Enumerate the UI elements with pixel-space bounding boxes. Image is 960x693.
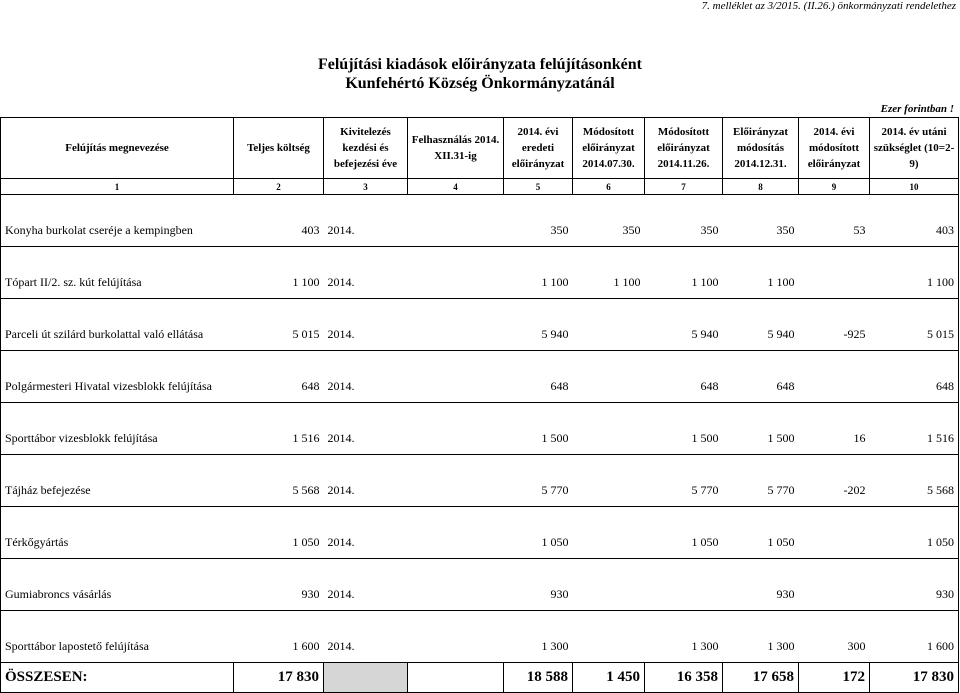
col-number: 10 <box>870 179 959 195</box>
col-header-name: Felújítás megnevezése <box>1 118 234 179</box>
row-modified <box>799 247 870 299</box>
row-total-cost: 930 <box>234 559 324 611</box>
row-modified <box>799 351 870 403</box>
total-original: 18 588 <box>504 663 573 693</box>
row-used <box>408 507 504 559</box>
row-change-1231: 1 300 <box>723 611 799 663</box>
row-total-cost: 1 600 <box>234 611 324 663</box>
row-mod-0730 <box>573 351 645 403</box>
row-need: 1 516 <box>870 403 959 455</box>
col-number: 1 <box>1 179 234 195</box>
total-mod-0730: 1 450 <box>573 663 645 693</box>
col-header-change-1231: Előirányzat módosítás 2014.12.31. <box>723 118 799 179</box>
row-original: 350 <box>504 195 573 247</box>
row-original: 1 100 <box>504 247 573 299</box>
row-used <box>408 195 504 247</box>
row-original: 5 770 <box>504 455 573 507</box>
col-number: 9 <box>799 179 870 195</box>
row-year: 2014. <box>324 559 408 611</box>
row-name: Gumiabroncs vásárlás <box>1 559 234 611</box>
row-modified: 300 <box>799 611 870 663</box>
row-total-cost: 1 516 <box>234 403 324 455</box>
row-change-1231: 1 100 <box>723 247 799 299</box>
row-year: 2014. <box>324 507 408 559</box>
row-total-cost: 1 100 <box>234 247 324 299</box>
col-header-original: 2014. évi eredeti előirányzat <box>504 118 573 179</box>
row-name: Konyha burkolat cseréje a kempingben <box>1 195 234 247</box>
row-used <box>408 559 504 611</box>
row-year: 2014. <box>324 351 408 403</box>
row-mod-0730: 1 100 <box>573 247 645 299</box>
row-mod-1126: 5 770 <box>645 455 723 507</box>
col-number: 4 <box>408 179 504 195</box>
row-used <box>408 611 504 663</box>
row-mod-1126: 350 <box>645 195 723 247</box>
row-original: 1 050 <box>504 507 573 559</box>
row-mod-0730 <box>573 403 645 455</box>
row-change-1231: 5 940 <box>723 299 799 351</box>
title-line-2: Kunfehértó Község Önkormányzatánál <box>345 75 615 92</box>
total-modified: 172 <box>799 663 870 693</box>
row-original: 1 300 <box>504 611 573 663</box>
row-mod-0730: 350 <box>573 195 645 247</box>
row-year: 2014. <box>324 611 408 663</box>
total-cost: 17 830 <box>234 663 324 693</box>
col-header-need: 2014. év utáni szükséglet (10=2-9) <box>870 118 959 179</box>
table-row <box>1 507 959 559</box>
row-modified: 53 <box>799 195 870 247</box>
title-line-1: Felújítási kiadások előirányzata felújításonként <box>317 56 642 73</box>
row-total-cost: 648 <box>234 351 324 403</box>
row-need: 403 <box>870 195 959 247</box>
row-change-1231: 1 500 <box>723 403 799 455</box>
table-row <box>1 299 959 351</box>
row-used <box>408 299 504 351</box>
row-mod-1126: 1 500 <box>645 403 723 455</box>
row-mod-0730 <box>573 455 645 507</box>
row-year: 2014. <box>324 455 408 507</box>
row-change-1231: 648 <box>723 351 799 403</box>
row-need: 1 600 <box>870 611 959 663</box>
col-header-total-cost: Teljes költség <box>234 118 324 179</box>
total-years <box>324 663 408 693</box>
col-header-used: Felhasználás 2014. XII.31-ig <box>408 118 504 179</box>
total-change-1231: 17 658 <box>723 663 799 693</box>
table-row <box>1 403 959 455</box>
table-row <box>1 247 959 299</box>
row-name: Tópart II/2. sz. kút felújítása <box>1 247 234 299</box>
row-total-cost: 5 568 <box>234 455 324 507</box>
row-need: 5 568 <box>870 455 959 507</box>
col-number: 8 <box>723 179 799 195</box>
row-need: 1 050 <box>870 507 959 559</box>
table-row <box>1 559 959 611</box>
row-name: Tájház befejezése <box>1 455 234 507</box>
row-mod-0730 <box>573 611 645 663</box>
col-number: 6 <box>573 179 645 195</box>
row-mod-0730 <box>573 507 645 559</box>
column-number-row <box>1 179 959 195</box>
row-total-cost: 403 <box>234 195 324 247</box>
header-row <box>1 118 959 179</box>
row-modified: 16 <box>799 403 870 455</box>
row-mod-1126: 1 100 <box>645 247 723 299</box>
row-mod-0730 <box>573 299 645 351</box>
row-need: 930 <box>870 559 959 611</box>
renovation-table <box>0 117 959 693</box>
col-header-mod-0730: Módosított előirányzat 2014.07.30. <box>573 118 645 179</box>
row-year: 2014. <box>324 247 408 299</box>
col-header-mod-1126: Módosított előirányzat 2014.11.26. <box>645 118 723 179</box>
row-used <box>408 351 504 403</box>
unit-note: Ezer forintban ! <box>880 103 954 115</box>
row-total-cost: 1 050 <box>234 507 324 559</box>
row-need: 5 015 <box>870 299 959 351</box>
row-need: 648 <box>870 351 959 403</box>
row-mod-1126: 1 300 <box>645 611 723 663</box>
row-used <box>408 455 504 507</box>
total-label: ÖSSZESEN: <box>1 663 234 693</box>
table-row <box>1 195 959 247</box>
row-name: Parceli út szilárd burkolattal való ellátása <box>1 299 234 351</box>
row-name: Sporttábor vizesblokk felújítása <box>1 403 234 455</box>
row-change-1231: 1 050 <box>723 507 799 559</box>
table-row <box>1 455 959 507</box>
col-number: 5 <box>504 179 573 195</box>
row-need: 1 100 <box>870 247 959 299</box>
col-header-years: Kivitelezés kezdési és befejezési éve <box>324 118 408 179</box>
row-year: 2014. <box>324 195 408 247</box>
row-name: Sporttábor lapostető felújítása <box>1 611 234 663</box>
row-name: Térkőgyártás <box>1 507 234 559</box>
table-row <box>1 351 959 403</box>
row-year: 2014. <box>324 403 408 455</box>
row-mod-0730 <box>573 559 645 611</box>
row-modified: -202 <box>799 455 870 507</box>
row-mod-1126: 1 050 <box>645 507 723 559</box>
row-used <box>408 247 504 299</box>
row-name: Polgármesteri Hivatal vizesblokk felújítása <box>1 351 234 403</box>
row-used <box>408 403 504 455</box>
col-number: 7 <box>645 179 723 195</box>
row-mod-1126: 5 940 <box>645 299 723 351</box>
col-header-modified: 2014. évi módosított előirányzat <box>799 118 870 179</box>
row-original: 648 <box>504 351 573 403</box>
page-title <box>0 55 960 93</box>
total-row <box>1 663 959 693</box>
total-used <box>408 663 504 693</box>
row-original: 1 500 <box>504 403 573 455</box>
row-mod-1126: 648 <box>645 351 723 403</box>
row-modified <box>799 507 870 559</box>
table-row <box>1 611 959 663</box>
col-number: 2 <box>234 179 324 195</box>
row-change-1231: 930 <box>723 559 799 611</box>
row-change-1231: 350 <box>723 195 799 247</box>
row-original: 5 940 <box>504 299 573 351</box>
row-mod-1126 <box>645 559 723 611</box>
row-change-1231: 5 770 <box>723 455 799 507</box>
row-year: 2014. <box>324 299 408 351</box>
row-modified: -925 <box>799 299 870 351</box>
row-original: 930 <box>504 559 573 611</box>
total-mod-1126: 16 358 <box>645 663 723 693</box>
annex-reference: 7. melléklet az 3/2015. (II.26.) önkormányzati rendelethez <box>701 0 956 12</box>
row-total-cost: 5 015 <box>234 299 324 351</box>
row-modified <box>799 559 870 611</box>
col-number: 3 <box>324 179 408 195</box>
total-need: 17 830 <box>870 663 959 693</box>
